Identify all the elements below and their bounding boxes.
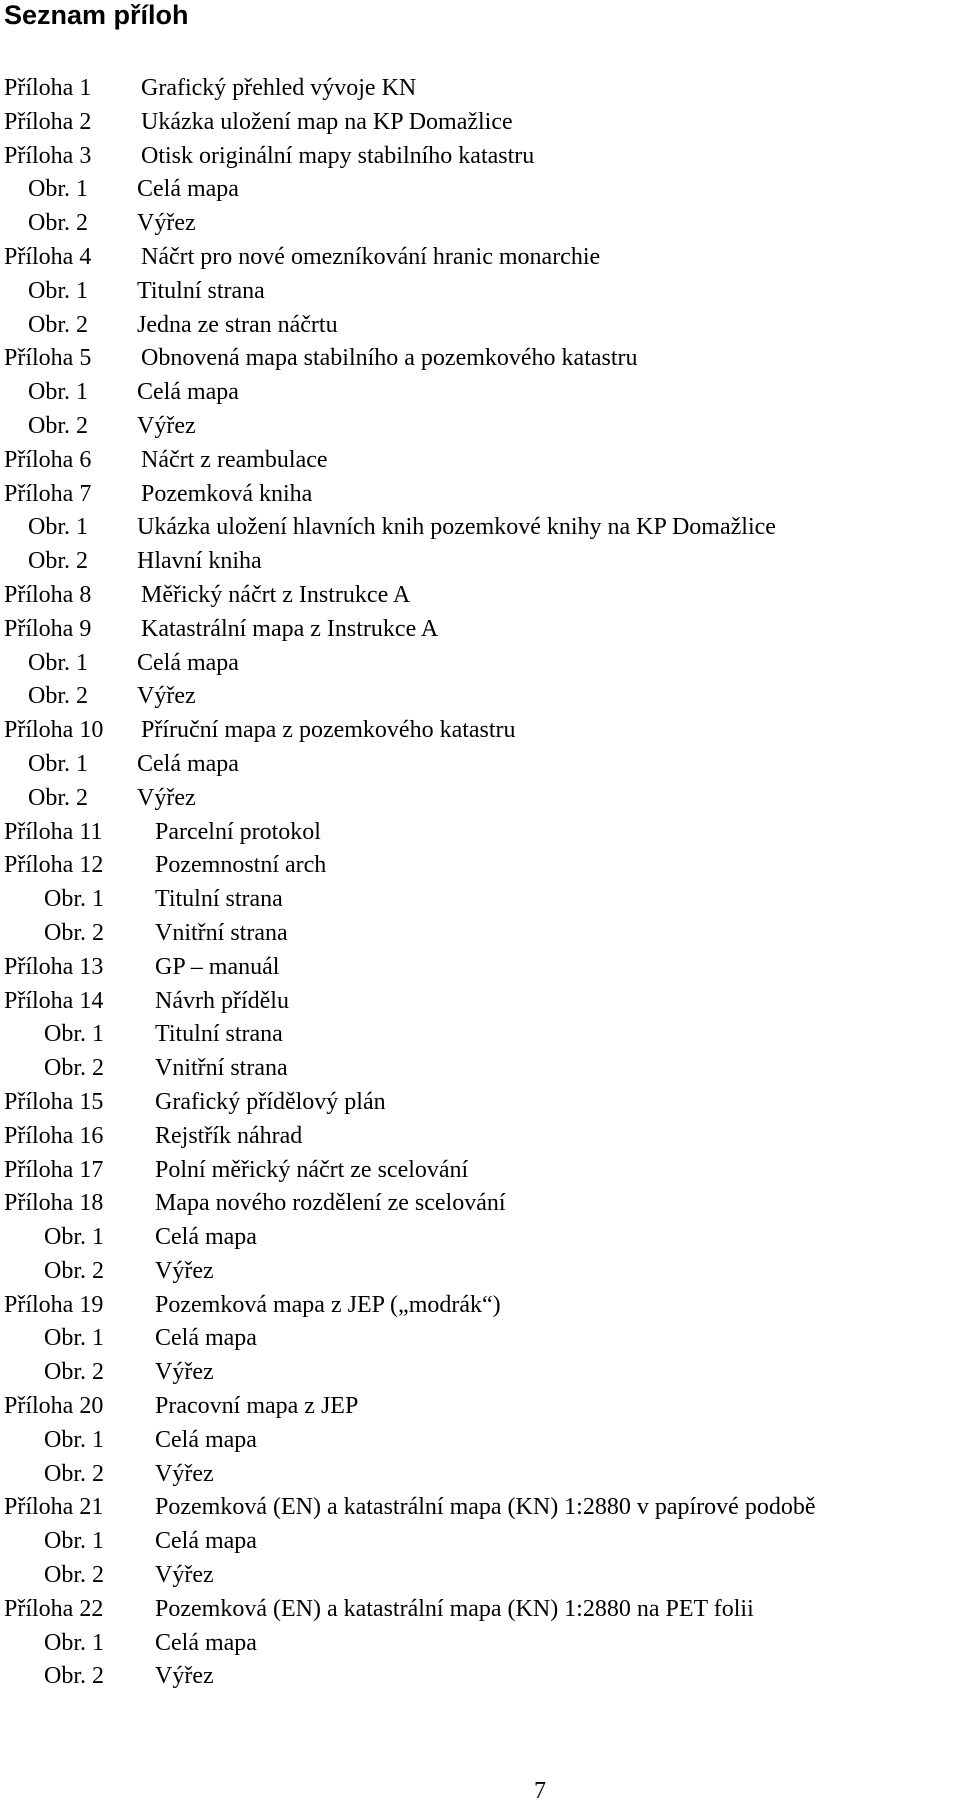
attachment-label: Příloha 7 (4, 480, 92, 507)
figure-item (0, 1660, 960, 1694)
figure-title: Celá mapa (155, 1426, 257, 1453)
attachment-item (0, 1593, 960, 1627)
figure-title: Ukázka uložení hlavních knih pozemkové knihy na KP Domažlice (137, 514, 776, 541)
attachment-item (0, 849, 960, 883)
figure-label: Obr. 2 (28, 210, 88, 237)
figure-label: Obr. 1 (28, 379, 88, 406)
figure-title: Výřez (137, 210, 196, 237)
attachment-label: Příloha 12 (4, 852, 104, 879)
figure-item (0, 173, 960, 207)
attachment-label: Příloha 18 (4, 1190, 104, 1217)
figure-label: Obr. 2 (28, 548, 88, 575)
attachment-title: Návrh přídělu (155, 987, 289, 1014)
figure-item (0, 647, 960, 681)
figure-title: Celá mapa (137, 379, 239, 406)
figure-title: Výřez (155, 1663, 214, 1690)
figure-item (0, 1322, 960, 1356)
attachment-label: Příloha 4 (4, 243, 92, 270)
attachment-title: Grafický přehled vývoje KN (141, 75, 417, 101)
figure-title: Hlavní kniha (137, 548, 262, 575)
attachment-item (0, 579, 960, 613)
attachment-title: Rejstřík náhrad (155, 1122, 303, 1149)
figure-label: Obr. 1 (44, 886, 104, 913)
figure-label: Obr. 2 (44, 1663, 104, 1690)
figure-item (0, 275, 960, 309)
attachment-item (0, 1289, 960, 1323)
attachment-title: Pozemková mapa z JEP („modrák“) (155, 1291, 501, 1318)
figure-item (0, 1052, 960, 1086)
attachment-item (0, 1154, 960, 1188)
attachment-title: Příruční mapa z pozemkového katastru (141, 717, 516, 744)
figure-label: Obr. 1 (44, 1629, 104, 1656)
figure-item (0, 1525, 960, 1559)
figure-item (0, 1458, 960, 1492)
attachment-label: Příloha 14 (4, 987, 104, 1014)
figure-label: Obr. 2 (44, 1359, 104, 1386)
attachment-list (0, 72, 960, 1694)
figure-title: Výřez (137, 683, 196, 710)
attachment-label: Příloha 16 (4, 1122, 104, 1149)
figure-label: Obr. 2 (44, 1257, 104, 1284)
figure-title: Titulní strana (137, 277, 265, 304)
figure-title: Celá mapa (155, 1224, 257, 1251)
figure-label: Obr. 2 (28, 784, 88, 811)
figure-title: Výřez (155, 1257, 214, 1284)
attachment-label: Příloha 3 (4, 142, 92, 169)
attachment-title: Otisk originální mapy stabilního katastru (141, 142, 535, 169)
figure-item (0, 1356, 960, 1390)
attachment-label: Příloha 11 (4, 818, 103, 845)
page-number: 7 (534, 1778, 546, 1804)
figure-label: Obr. 2 (28, 311, 88, 338)
attachment-label: Příloha 22 (4, 1595, 104, 1622)
figure-item (0, 309, 960, 343)
attachment-item (0, 72, 960, 106)
figure-label: Obr. 1 (28, 514, 88, 541)
figure-title: Vnitřní strana (155, 1055, 288, 1082)
figure-title: Celá mapa (137, 649, 239, 676)
attachment-item (0, 444, 960, 478)
attachment-label: Příloha 9 (4, 615, 92, 642)
attachment-item (0, 985, 960, 1019)
attachment-label: Příloha 15 (4, 1088, 104, 1115)
attachment-title: Náčrt pro nové omezníkování hranic monarchie (141, 243, 601, 270)
attachment-item (0, 613, 960, 647)
attachment-label: Příloha 20 (4, 1393, 104, 1420)
figure-item (0, 917, 960, 951)
figure-item (0, 883, 960, 917)
attachment-title: Polní měřický náčrt ze scelování (155, 1156, 469, 1183)
attachment-item (0, 816, 960, 850)
attachment-item (0, 342, 960, 376)
attachment-item (0, 1187, 960, 1221)
attachment-title: Pozemnostní arch (155, 852, 327, 879)
figure-label: Obr. 1 (28, 750, 88, 777)
figure-title: Výřez (155, 1562, 214, 1589)
figure-title: Výřez (137, 784, 196, 811)
attachment-label: Příloha 17 (4, 1156, 104, 1183)
attachment-item (0, 1086, 960, 1120)
attachment-title: Pozemková (EN) a katastrální mapa (KN) 1:2880 v papírové podobě (155, 1494, 816, 1521)
figure-title: Titulní strana (155, 886, 283, 913)
figure-title: Výřez (155, 1359, 214, 1386)
attachment-label: Příloha 8 (4, 581, 92, 608)
figure-label: Obr. 2 (44, 1460, 104, 1487)
figure-title: Celá mapa (137, 750, 239, 777)
figure-label: Obr. 2 (44, 1055, 104, 1082)
attachment-item (0, 714, 960, 748)
figure-item (0, 207, 960, 241)
figure-label: Obr. 1 (28, 176, 88, 203)
attachment-item (0, 1120, 960, 1154)
attachment-item (0, 1491, 960, 1525)
figure-label: Obr. 1 (44, 1021, 104, 1048)
figure-label: Obr. 1 (28, 649, 88, 676)
figure-label: Obr. 2 (44, 919, 104, 946)
attachment-title: Pozemková (EN) a katastrální mapa (KN) 1:2880 na PET folii (155, 1595, 754, 1622)
attachment-title: Měřický náčrt z Instrukce A (141, 581, 411, 608)
figure-label: Obr. 1 (44, 1224, 104, 1251)
figure-item (0, 545, 960, 579)
attachment-title: Náčrt z reambulace (141, 446, 328, 473)
attachment-label: Příloha 10 (4, 717, 104, 744)
figure-item (0, 1424, 960, 1458)
attachment-label: Příloha 21 (4, 1494, 104, 1521)
figure-label: Obr. 1 (44, 1325, 104, 1352)
figure-title: Celá mapa (137, 176, 239, 203)
attachment-item (0, 140, 960, 174)
figure-item (0, 680, 960, 714)
figure-item (0, 376, 960, 410)
figure-label: Obr. 1 (44, 1528, 104, 1555)
attachment-title: Mapa nového rozdělení ze scelování (155, 1190, 506, 1217)
attachment-label: Příloha 13 (4, 953, 104, 980)
figure-title: Celá mapa (155, 1528, 257, 1555)
figure-label: Obr. 2 (44, 1562, 104, 1589)
page-title: Seznam příloh (4, 0, 189, 30)
figure-item (0, 1559, 960, 1593)
figure-title: Výřez (155, 1460, 214, 1487)
attachment-label: Příloha 1 (4, 75, 92, 101)
figure-item (0, 410, 960, 444)
figure-item (0, 1018, 960, 1052)
attachment-item (0, 951, 960, 985)
attachment-title: Grafický přídělový plán (155, 1088, 386, 1115)
attachment-title: GP – manuál (155, 953, 280, 980)
figure-title: Celá mapa (155, 1629, 257, 1656)
attachment-label: Příloha 6 (4, 446, 92, 473)
figure-title: Celá mapa (155, 1325, 257, 1352)
attachment-title: Ukázka uložení map na KP Domažlice (141, 108, 513, 135)
attachment-item (0, 241, 960, 275)
attachment-item (0, 106, 960, 140)
attachment-item (0, 1390, 960, 1424)
figure-label: Obr. 1 (44, 1426, 104, 1453)
attachment-title: Parcelní protokol (155, 818, 321, 845)
figure-title: Výřez (137, 412, 196, 439)
attachment-item (0, 478, 960, 512)
figure-item (0, 782, 960, 816)
attachment-label: Příloha 19 (4, 1291, 104, 1318)
figure-item (0, 1255, 960, 1289)
attachment-label: Příloha 2 (4, 108, 92, 135)
attachment-title: Pracovní mapa z JEP (155, 1393, 359, 1420)
figure-title: Titulní strana (155, 1021, 283, 1048)
figure-item (0, 1221, 960, 1255)
figure-item (0, 511, 960, 545)
figure-item (0, 748, 960, 782)
figure-label: Obr. 1 (28, 277, 88, 304)
figure-label: Obr. 2 (28, 683, 88, 710)
attachment-label: Příloha 5 (4, 345, 92, 372)
attachment-title: Pozemková kniha (141, 480, 313, 507)
attachment-title: Obnovená mapa stabilního a pozemkového katastru (141, 345, 638, 372)
figure-title: Vnitřní strana (155, 919, 288, 946)
figure-item (0, 1627, 960, 1661)
figure-title: Jedna ze stran náčrtu (137, 311, 338, 338)
attachment-title: Katastrální mapa z Instrukce A (141, 615, 439, 642)
figure-label: Obr. 2 (28, 412, 88, 439)
